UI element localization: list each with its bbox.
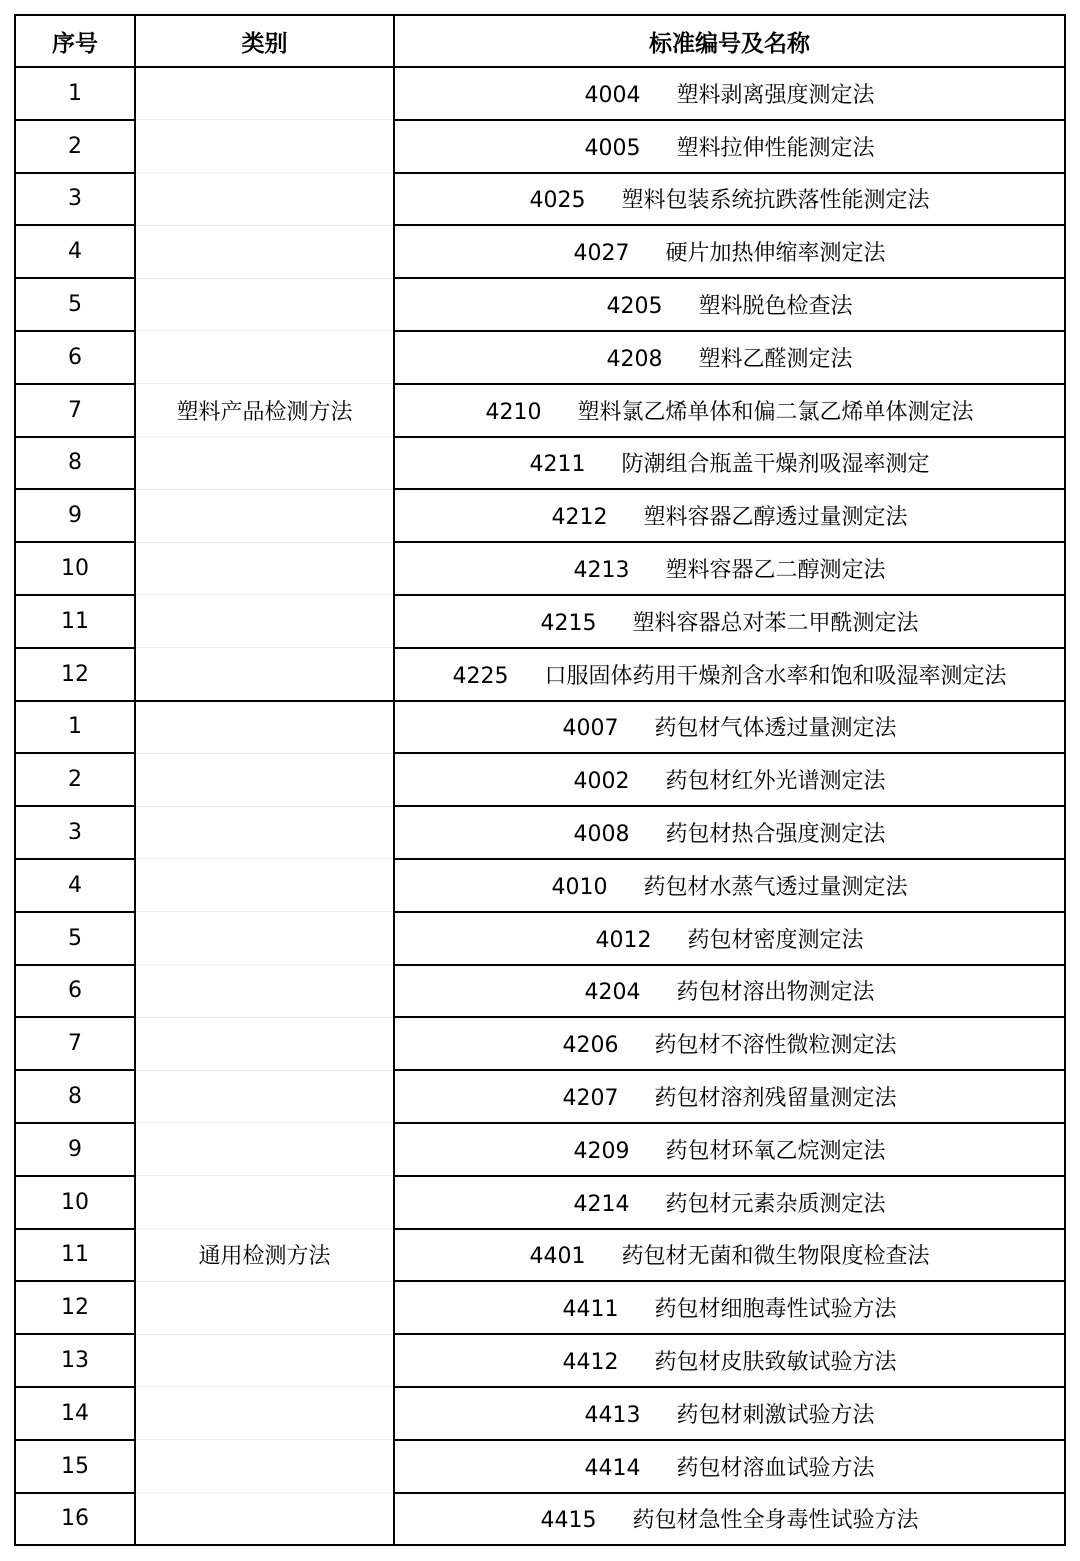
table-row (15, 1493, 1065, 1546)
category-cell (135, 595, 394, 648)
seq-cell: 16 (15, 1493, 135, 1546)
header-seq: 序号 (15, 15, 135, 67)
standard-name: 硬片加热伸缩率测定法 (665, 241, 886, 267)
standard-name: 塑料容器总对苯二甲酰测定法 (632, 610, 919, 636)
table-row (15, 1229, 1065, 1282)
standard-cell (394, 648, 1065, 701)
standard-name: 药包材不溶性微粒测定法 (654, 1033, 897, 1059)
standard-code: 4008 (573, 822, 630, 848)
standard-name: 药包材溶血试验方法 (676, 1455, 875, 1481)
category-label: 通用检测方法 (135, 1229, 394, 1282)
header-category: 类别 (135, 15, 394, 67)
table-header (15, 15, 1065, 67)
standard-name: 塑料拉伸性能测定法 (676, 135, 875, 161)
standard-name: 药包材皮肤致敏试验方法 (654, 1350, 897, 1376)
standard-cell (394, 384, 1065, 437)
standard-code: 4207 (562, 1086, 619, 1112)
standard-code: 4214 (573, 1191, 630, 1217)
standard-name: 防潮组合瓶盖干燥剂吸湿率测定 (621, 452, 930, 478)
standard-name: 药包材密度测定法 (687, 927, 864, 953)
category-cell (135, 753, 394, 806)
category-cell (135, 648, 394, 701)
seq-cell: 2 (15, 120, 135, 173)
seq-cell: 9 (15, 1123, 135, 1176)
standard-cell (394, 912, 1065, 965)
standard-code: 4210 (485, 399, 542, 425)
table-row (15, 806, 1065, 859)
standard-name: 药包材元素杂质测定法 (665, 1191, 886, 1217)
standard-code: 4415 (540, 1508, 597, 1534)
table-row (15, 1334, 1065, 1387)
category-cell (135, 1017, 394, 1070)
table-row (15, 1017, 1065, 1070)
category-cell (135, 489, 394, 542)
seq-cell: 12 (15, 648, 135, 701)
standard-cell (394, 1123, 1065, 1176)
standard-cell (394, 173, 1065, 226)
standard-cell (394, 859, 1065, 912)
table-row (15, 225, 1065, 278)
category-cell (135, 225, 394, 278)
table-row (15, 1387, 1065, 1440)
seq-cell: 10 (15, 542, 135, 595)
table-row (15, 1176, 1065, 1229)
standard-cell (394, 1229, 1065, 1282)
seq-cell: 5 (15, 278, 135, 331)
table-row (15, 595, 1065, 648)
category-cell (135, 1176, 394, 1229)
category-cell (135, 67, 394, 120)
standard-code: 4025 (529, 188, 586, 214)
standard-code: 4007 (562, 716, 619, 742)
seq-cell: 11 (15, 595, 135, 648)
category-cell (135, 1334, 394, 1387)
standard-cell (394, 1281, 1065, 1334)
standard-cell (394, 1387, 1065, 1440)
table-row (15, 648, 1065, 701)
standard-name: 塑料乙醛测定法 (698, 346, 853, 372)
header-standard: 标准编号及名称 (394, 15, 1065, 67)
seq-cell: 4 (15, 859, 135, 912)
standard-code: 4208 (606, 346, 663, 372)
category-cell (135, 1493, 394, 1546)
standard-code: 4010 (551, 874, 608, 900)
standard-cell (394, 965, 1065, 1018)
standard-code: 4411 (562, 1297, 619, 1323)
seq-cell: 8 (15, 437, 135, 490)
standard-code: 4412 (562, 1350, 619, 1376)
table-row (15, 1070, 1065, 1123)
seq-cell: 3 (15, 173, 135, 226)
standard-code: 4206 (562, 1033, 619, 1059)
standard-code: 4413 (584, 1402, 641, 1428)
standard-name: 药包材红外光谱测定法 (665, 769, 886, 795)
standard-code: 4209 (573, 1138, 630, 1164)
table-row (15, 701, 1065, 754)
standard-name: 塑料包装系统抗跌落性能测定法 (621, 188, 930, 214)
standard-cell (394, 1070, 1065, 1123)
standard-code: 4212 (551, 505, 608, 531)
standard-name: 药包材气体透过量测定法 (654, 716, 897, 742)
standard-code: 4002 (573, 769, 630, 795)
category-cell (135, 331, 394, 384)
seq-cell: 6 (15, 965, 135, 1018)
standards-table (14, 14, 1066, 1546)
table-row (15, 437, 1065, 490)
standard-cell (394, 1334, 1065, 1387)
standard-name: 塑料脱色检查法 (698, 294, 853, 320)
standard-code: 4205 (606, 294, 663, 320)
table-row (15, 173, 1065, 226)
standard-name: 塑料剥离强度测定法 (676, 82, 875, 108)
standard-code: 4005 (584, 135, 641, 161)
table-row (15, 120, 1065, 173)
standard-cell (394, 753, 1065, 806)
table-row (15, 912, 1065, 965)
standard-cell (394, 1440, 1065, 1493)
standard-cell (394, 542, 1065, 595)
seq-cell: 4 (15, 225, 135, 278)
seq-cell: 14 (15, 1387, 135, 1440)
standard-cell (394, 595, 1065, 648)
table-row (15, 1440, 1065, 1493)
category-cell (135, 701, 394, 754)
seq-cell: 10 (15, 1176, 135, 1229)
standard-cell (394, 120, 1065, 173)
table-row (15, 384, 1065, 437)
standard-code: 4004 (584, 82, 641, 108)
category-cell (135, 173, 394, 226)
seq-cell: 3 (15, 806, 135, 859)
seq-cell: 6 (15, 331, 135, 384)
standard-cell (394, 1017, 1065, 1070)
standard-code: 4204 (584, 980, 641, 1006)
standard-name: 药包材溶出物测定法 (676, 980, 875, 1006)
category-cell (135, 859, 394, 912)
standard-name: 口服固体药用干燥剂含水率和饱和吸湿率测定法 (544, 663, 1007, 689)
standard-name: 塑料容器乙醇透过量测定法 (643, 505, 908, 531)
table-row (15, 542, 1065, 595)
standard-name: 药包材环氧乙烷测定法 (665, 1138, 886, 1164)
standard-cell (394, 1176, 1065, 1229)
table-row (15, 859, 1065, 912)
table-body (15, 67, 1065, 1545)
standard-code: 4211 (529, 452, 586, 478)
table-row (15, 278, 1065, 331)
seq-cell: 12 (15, 1281, 135, 1334)
seq-cell: 7 (15, 1017, 135, 1070)
seq-cell: 8 (15, 1070, 135, 1123)
category-cell (135, 1123, 394, 1176)
standard-code: 4012 (595, 927, 652, 953)
standard-name: 药包材细胞毒性试验方法 (654, 1297, 897, 1323)
category-cell (135, 1281, 394, 1334)
standard-cell (394, 67, 1065, 120)
table-row (15, 489, 1065, 542)
standard-name: 药包材热合强度测定法 (665, 822, 886, 848)
seq-cell: 2 (15, 753, 135, 806)
category-cell (135, 437, 394, 490)
category-label: 塑料产品检测方法 (135, 384, 394, 437)
standard-code: 4414 (584, 1455, 641, 1481)
standard-code: 4401 (529, 1244, 586, 1270)
standard-cell (394, 1493, 1065, 1546)
category-cell (135, 120, 394, 173)
seq-cell: 1 (15, 67, 135, 120)
category-cell (135, 965, 394, 1018)
category-cell (135, 912, 394, 965)
seq-cell: 13 (15, 1334, 135, 1387)
standard-cell (394, 331, 1065, 384)
seq-cell: 15 (15, 1440, 135, 1493)
standard-cell (394, 225, 1065, 278)
category-cell (135, 278, 394, 331)
standard-cell (394, 701, 1065, 754)
standard-code: 4225 (452, 663, 509, 689)
standard-cell (394, 489, 1065, 542)
standard-code: 4215 (540, 610, 597, 636)
standard-code: 4213 (573, 558, 630, 584)
standard-cell (394, 278, 1065, 331)
seq-cell: 1 (15, 701, 135, 754)
standard-name: 塑料容器乙二醇测定法 (665, 558, 886, 584)
category-cell (135, 1070, 394, 1123)
standard-name: 药包材溶剂残留量测定法 (654, 1086, 897, 1112)
category-cell (135, 806, 394, 859)
standard-cell (394, 437, 1065, 490)
table-row (15, 331, 1065, 384)
standard-cell (394, 806, 1065, 859)
standard-name: 塑料氯乙烯单体和偏二氯乙烯单体测定法 (577, 399, 974, 425)
standard-name: 药包材刺激试验方法 (676, 1402, 875, 1428)
seq-cell: 9 (15, 489, 135, 542)
table-row (15, 67, 1065, 120)
header-row (15, 15, 1065, 67)
seq-cell: 7 (15, 384, 135, 437)
standard-code: 4027 (573, 241, 630, 267)
standard-name: 药包材水蒸气透过量测定法 (643, 874, 908, 900)
category-cell (135, 542, 394, 595)
category-cell (135, 1387, 394, 1440)
table-row (15, 965, 1065, 1018)
seq-cell: 5 (15, 912, 135, 965)
standard-name: 药包材无菌和微生物限度检查法 (621, 1244, 930, 1270)
table-row (15, 753, 1065, 806)
table-row (15, 1123, 1065, 1176)
table-row (15, 1281, 1065, 1334)
category-cell (135, 1440, 394, 1493)
standard-name: 药包材急性全身毒性试验方法 (632, 1508, 919, 1534)
seq-cell: 11 (15, 1229, 135, 1282)
